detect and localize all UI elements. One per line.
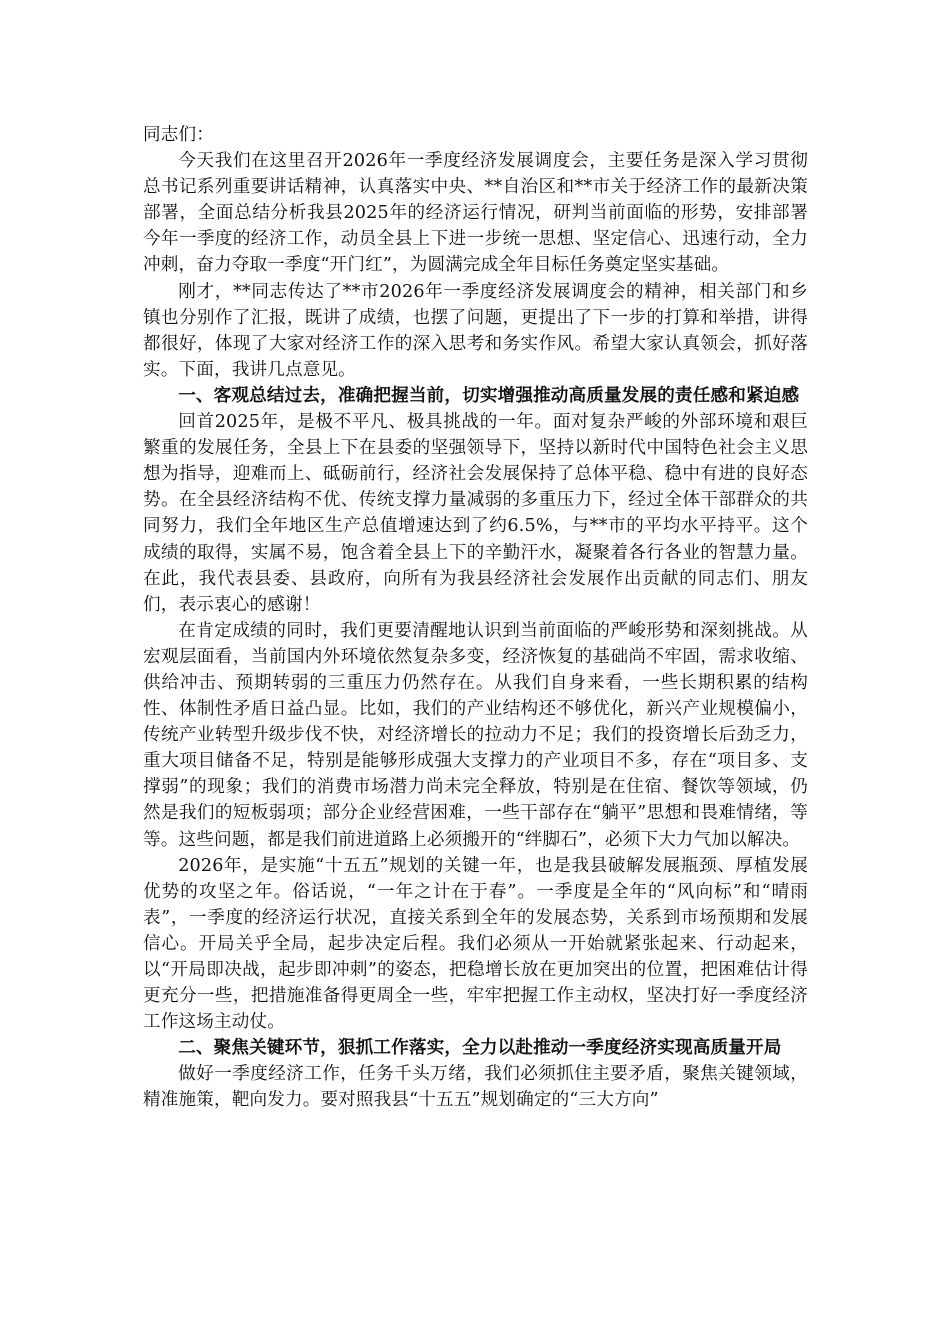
- salutation: 同志们：: [143, 125, 214, 145]
- document-page: [143, 122, 808, 1114]
- section-heading-2: 二、聚焦关键环节，狠抓工作落实，全力以赴推动一季度经济实现高质量开局: [178, 1038, 782, 1059]
- paragraph-challenges: 在肯定成绩的同时，我们更要清醒地认识到当前面临的严峻形势和深刻挑战。从宏观层面看，当前国内外环境依然复杂多变，经济恢复的基础尚不牢固，需求收缩、供给冲击、预期转弱的三重压力仍然存在。从我们自身来看，一些长期积累的结构性、体制性矛盾日益凸显。比如，我们的产业结构还不够优化，新兴产业规模偏小，传统产业转型升级步伐不快，对经济增长的拉动力不足；我们的投资增长后劲乏力，重大项目储备不足，特别是能够形成强大支撑力的产业项目不多，存在“项目多、支撑弱”的现象；我们的消费市场潜力尚未完全释放，特别是在住宿、餐饮等领域，仍然是我们的短板弱项；部分企业经营困难，一些干部存在“躺平”思想和畏难情绪，等等。这些问题，都是我们前进道路上必须搬开的“绊脚石”，必须下大力气加以解决。: [143, 620, 808, 850]
- paragraph-2026-outlook: 2026年，是实施“十五五”规划的关键一年，也是我县破解发展瓶颈、厚植发展优势的攻坚之年。俗话说，“一年之计在于春”。一季度是全年的“风向标”和“晴雨表”，一季度的经济运行状况，直接关系到全年的发展态势，关系到市场预期和发展信心。开局关乎全局，起步决定后程。我们必须从一开始就紧张起来、行动起来，以“开局即决战，起步即冲刺”的姿态，把稳增长放在更加突出的位置，把困难估计得更充分一些，把措施准备得更周全一些，牢牢把握工作主动权，坚决打好一季度经济工作这场主动仗。: [143, 855, 808, 1033]
- paragraph-transition: 刚才，**同志传达了**市2026年一季度经济发展调度会的精神，相关部门和乡镇也分别作了汇报，既讲了成绩，也摆了问题，更提出了下一步的打算和举措，讲得都很好，体现了大家对经济工作的深入思考和务实作风。希望大家认真领会，抓好落实。下面，我讲几点意见。: [143, 281, 808, 380]
- section-heading-1: 一、客观总结过去，准确把握当前，切实增强推动高质量发展的责任感和紧迫感: [178, 385, 800, 406]
- paragraph-intro: 今天我们在这里召开2026年一季度经济发展调度会，主要任务是深入学习贯彻总书记系列重要讲话精神，认真落实中央、**自治区和**市关于经济工作的最新决策部署，全面总结分析我县2025年的经济运行情况，研判当前面临的形势，安排部署今年一季度的经济工作，动员全县上下进一步统一思想、坚定信心、迅速行动，全力冲刺，奋力夺取一季度“开门红”，为圆满完成全年目标任务奠定坚实基础。: [143, 151, 808, 276]
- paragraph-key-tasks: 做好一季度经济工作，任务千头万绪，我们必须抓住主要矛盾，聚焦关键领域，精准施策，靶向发力。要对照我县“十五五”规划确定的“三大方向”: [143, 1064, 808, 1111]
- paragraph-review-2025: 回首2025年，是极不平凡、极具挑战的一年。面对复杂严峻的外部环境和艰巨繁重的发展任务，全县上下在县委的坚强领导下，坚持以新时代中国特色社会主义思想为指导，迎难而上、砥砺前行，经济社会发展保持了总体平稳、稳中有进的良好态势。在全县经济结构不优、传统支撑力量减弱的多重压力下，经过全体干部群众的共同努力，我们全年地区生产总值增速达到了约6.5%，与**市的平均水平持平。这个成绩的取得，实属不易，饱含着全县上下的辛勤汗水，凝聚着各行各业的智慧力量。在此，我代表县委、县政府，向所有为我县经济社会发展作出贡献的同志们、朋友们，表示衷心的感谢！: [143, 412, 808, 615]
